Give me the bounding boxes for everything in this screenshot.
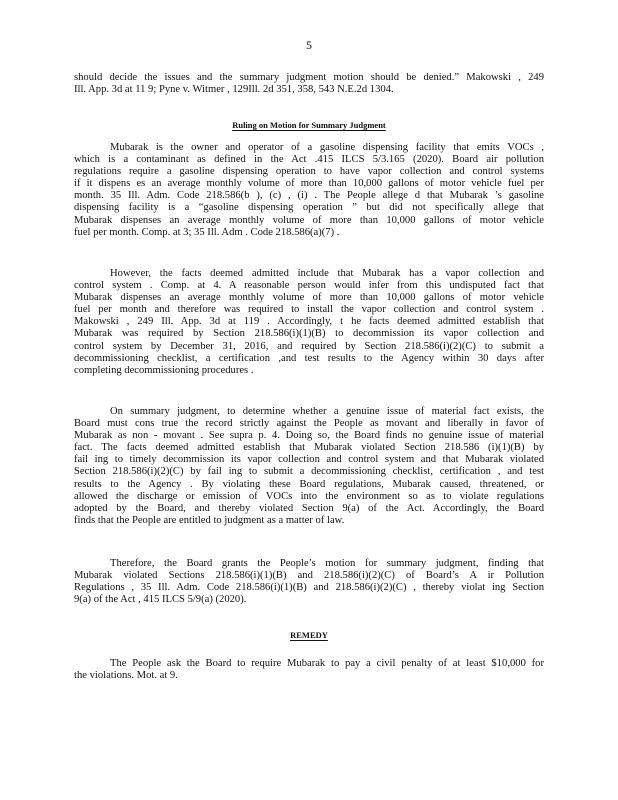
text-line: completing decommissioning procedures .	[74, 364, 254, 376]
paragraph-4	[74, 558, 544, 606]
text-line: Mubarak violated Sections 218.586(i)(1)(B) and 218.586(i)(2)(C) of Board’s A ir Pollution	[74, 570, 544, 582]
text-line: dispensing facility is a “gasoline dispensing operation ” but did not specifically allege that	[74, 202, 544, 214]
text-line: Makowski , 249 Ill. App. 3d at 119 . Accordingly, t he facts deemed admitted establish that	[74, 316, 544, 328]
text-line: Regulations , 35 Ill. Adm. Code 218.586(i)(1)(B) and 218.586(i)(2)(C) , thereby violat ing Section	[74, 582, 544, 594]
text-line: regulations require a gasoline dispensing operation to have vapor collection and control systems	[74, 166, 544, 178]
paragraph-2	[74, 268, 544, 377]
text-line: Section 218.586(i)(2)(C) by fail ing to submit a decommissioning checklist, certification , and test	[74, 466, 544, 478]
text-line: the violations. Mot. at 9.	[74, 670, 178, 682]
text-line: Therefore, the Board grants the People’s motion for summary judgment, finding that	[110, 558, 544, 569]
text-line: results to the Agency . By violating these Board regulations, Mubarak caused, threatened, or	[74, 478, 544, 490]
paragraph-5	[74, 658, 544, 682]
section-heading-remedy	[0, 630, 618, 640]
text-line: month. 35 Ill. Adm. Code 218.586(b ), (c) , (i) . The People allege d that Mubarak ’s gasoline	[74, 190, 544, 202]
section-heading-ruling-text: Ruling on Motion for Summary Judgment	[232, 120, 386, 130]
text-line: fail ing to timely decommission its vapor collection and control system and that Mubarak violated	[74, 454, 544, 466]
text-line: Mubarak was required by Section 218.586(i)(1)(B) to decommission its vapor collection and	[74, 328, 544, 340]
paragraph-1	[74, 142, 544, 239]
text-line: fuel per month and therefore was required to install the vapor collection and control system .	[74, 304, 544, 316]
text-line: fact. The facts deemed admitted establish that Mubarak violated Section 218.586 (i)(1)(B) by	[74, 442, 544, 454]
text-line: fuel per month. Comp. at 3; 35 Ill. Adm . Code 218.586(a)(7) .	[74, 226, 340, 238]
text-line: Board must cons true the record strictly against the People as movant and liberally in favor of	[74, 418, 544, 430]
section-heading-ruling	[0, 120, 618, 130]
text-line: The People ask the Board to require Mubarak to pay a civil penalty of at least $10,000 for	[110, 658, 544, 669]
paragraph-3	[74, 406, 544, 527]
text-line: However, the facts deemed admitted include that Mubarak has a vapor collection and	[110, 268, 544, 279]
text-line: Mubarak is the owner and operator of a gasoline dispensing facility that emits VOCs ,	[110, 142, 544, 153]
text-line: Ill. App. 3d at 11 9; Pyne v. Witmer , 129Ill. 2d 351, 358, 543 N.E.2d 1304.	[74, 84, 394, 96]
intro-paragraph	[74, 72, 544, 96]
text-line: control system by December 31, 2016, and required by Section 218.586(i)(2)(C) to submit a	[74, 340, 544, 352]
text-line: 9(a) of the Act , 415 ILCS 5/9(a) (2020).	[74, 594, 247, 606]
text-line: decommissioning checklist, a certification ,and test results to the Agency within 30 days after	[74, 352, 544, 364]
section-heading-remedy-text: REMEDY	[290, 630, 328, 640]
text-line: if it dispens es an average monthly volume of more than 10,000 gallons of motor vehicle fuel per	[74, 178, 544, 190]
text-line: Mubarak dispenses an average monthly volume of more than 10,000 gallons of motor vehicle	[74, 292, 544, 304]
page-number: 5	[306, 38, 312, 52]
text-line: On summary judgment, to determine whether a genuine issue of material fact exists, the	[110, 406, 544, 417]
text-line: adopted by the Board, and thereby violated Section 9(a) of the Act. Accordingly, the Board	[74, 502, 544, 514]
text-line: finds that the People are entitled to judgment as a matter of law.	[74, 514, 345, 526]
text-line: control system . Comp. at 4. A reasonable person would infer from this undisputed fact that	[74, 280, 544, 292]
text-line: Mubarak as non - movant . See supra p. 4. Doing so, the Board finds no genuine issue of material	[74, 430, 544, 442]
text-line: allowed the discharge or emission of VOCs into the environment so as to violate regulations	[74, 490, 544, 502]
text-line: Mubarak dispenses an average monthly volume of more than 10,000 gallons of motor vehicle	[74, 214, 544, 226]
text-line: should decide the issues and the summary judgment motion should be denied.” Makowski , 249	[74, 72, 544, 83]
text-line: which is a contaminant as defined in the Act .415 ILCS 5/3.165 (2020). Board air pollution	[74, 154, 544, 166]
